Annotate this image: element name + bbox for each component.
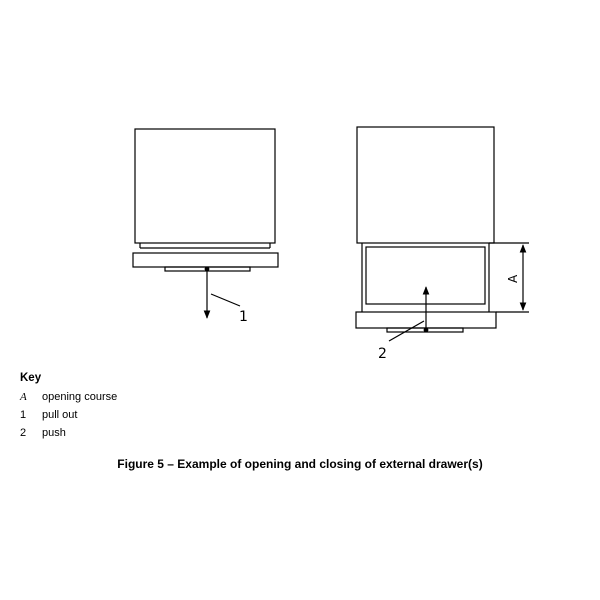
key-symbol: 1 [20,409,27,421]
callout-2: 2 [378,346,387,362]
drawer-front-left [133,253,278,267]
cabinet-body-left [135,129,275,243]
key-text: pull out [42,409,78,421]
key-text: push [42,427,66,439]
leader-line-2 [389,321,424,341]
callout-1: 1 [239,309,248,325]
key-symbol: 2 [20,427,27,439]
dimension-label-a: A [506,274,520,283]
leader-line-1 [211,294,240,306]
key-legend [20,372,117,442]
figure-caption: Figure 5 – Example of opening and closing of external drawer(s) [117,457,483,471]
open-drawer-unit [356,127,529,341]
key-title: Key [20,372,42,384]
key-item [20,424,117,442]
cabinet-body-right [357,127,494,243]
key-item [20,406,117,424]
key-symbol: A [20,391,27,403]
closed-drawer-unit [133,129,278,318]
key-text: opening course [42,391,118,403]
key-item [20,388,117,406]
